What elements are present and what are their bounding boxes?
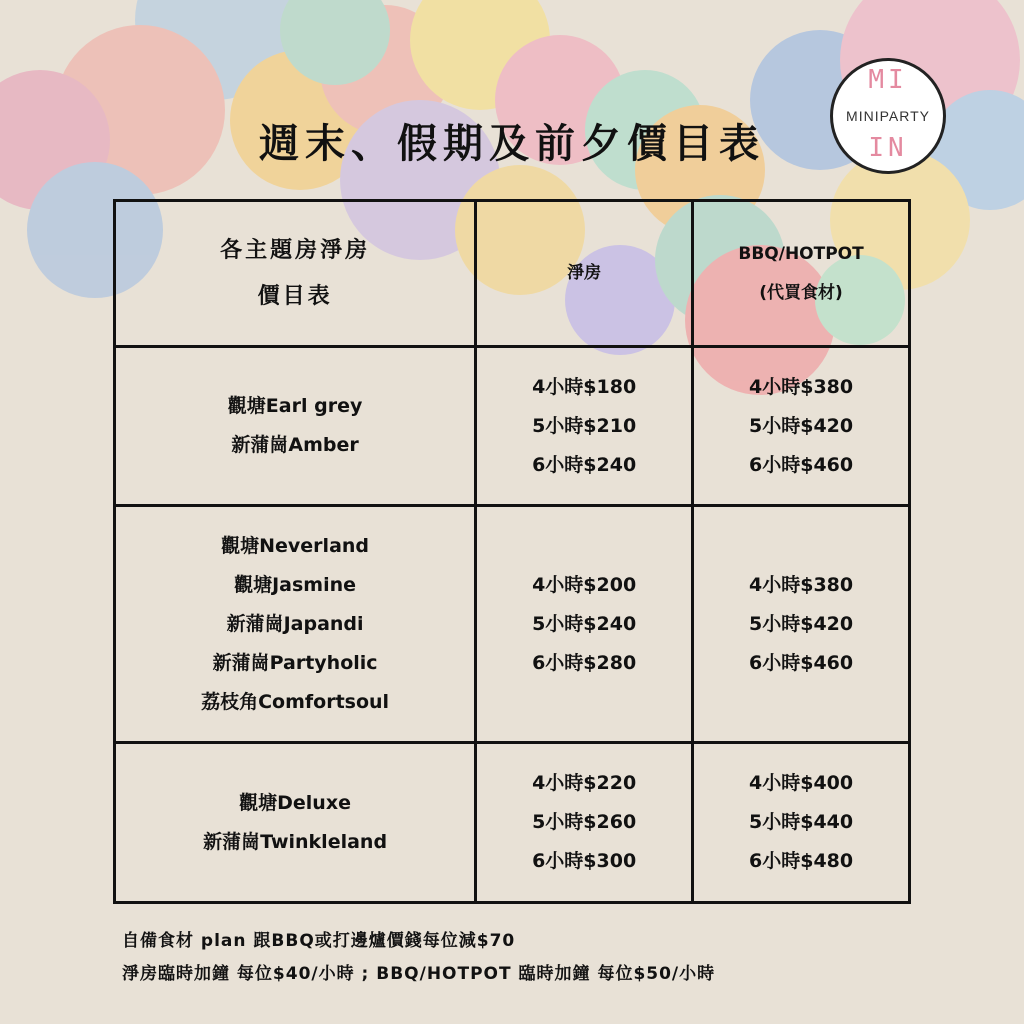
price: 5小時$210 — [532, 414, 637, 437]
header-bbq-line-2: (代買食材) — [759, 282, 843, 303]
room-name: 新蒲崗Japandi — [226, 612, 364, 635]
price-table — [113, 199, 911, 904]
price: 4小時$380 — [749, 573, 854, 596]
clean-room-prices — [476, 743, 693, 903]
footnotes — [122, 925, 715, 991]
room-list — [115, 743, 476, 903]
price: 5小時$420 — [749, 414, 854, 437]
clean-room-prices — [476, 347, 693, 506]
room-list — [115, 347, 476, 506]
price: 6小時$300 — [532, 850, 637, 872]
price: 6小時$240 — [532, 453, 637, 476]
table-header-row — [115, 201, 910, 347]
price: 6小時$480 — [749, 850, 854, 872]
header-room-line-1: 各主題房淨房 — [220, 237, 371, 263]
price: 5小時$240 — [532, 612, 637, 635]
price: 5小時$420 — [749, 612, 854, 635]
room-list — [115, 506, 476, 743]
miniparty-logo — [830, 58, 946, 174]
room-name: 荔枝角Comfortsoul — [201, 690, 390, 713]
price: 5小時$440 — [749, 811, 854, 833]
header-room-line-2: 價目表 — [257, 283, 333, 309]
room-name: 觀塘Earl grey — [227, 395, 363, 417]
bbq-prices — [693, 743, 910, 903]
room-name: 觀塘Deluxe — [239, 791, 351, 814]
table-row — [115, 506, 910, 743]
room-name: 觀塘Jasmine — [234, 573, 357, 596]
note-self-food: 自備食材 plan 跟BBQ或打邊爐價錢每位減$70 — [122, 931, 516, 951]
room-name: 觀塘Neverland — [221, 534, 370, 557]
logo-brand: MINIPARTY — [846, 108, 930, 124]
room-name: 新蒲崗Partyholic — [212, 651, 378, 674]
room-name: 新蒲崗Twinkleland — [203, 830, 388, 853]
room-name: 新蒲崗Amber — [231, 434, 359, 456]
price: 6小時$460 — [749, 453, 854, 476]
price: 6小時$460 — [749, 651, 854, 674]
bbq-prices — [693, 347, 910, 506]
note-overtime: 淨房臨時加鐘 每位$40/小時 ; BBQ/HOTPOT 臨時加鐘 每位$50/小時 — [122, 964, 716, 984]
header-room-price — [115, 201, 476, 347]
price: 6小時$280 — [532, 651, 637, 674]
table-row — [115, 347, 910, 506]
price: 4小時$220 — [532, 772, 637, 794]
page-title: 週末、假期及前夕價目表 — [259, 121, 765, 167]
price: 4小時$200 — [532, 573, 637, 596]
price: 4小時$400 — [749, 772, 854, 794]
clean-room-prices — [476, 506, 693, 743]
header-clean-room: 淨房 — [476, 201, 693, 347]
header-bbq-line-1: BBQ/HOTPOT — [738, 243, 864, 264]
price: 4小時$380 — [749, 375, 854, 398]
logo-mark-bottom: IN — [868, 133, 908, 163]
logo-mark-top: MI — [868, 65, 908, 95]
price: 4小時$180 — [532, 375, 637, 398]
bbq-prices — [693, 506, 910, 743]
price: 5小時$260 — [532, 811, 637, 833]
table-row — [115, 743, 910, 903]
header-bbq-hotpot — [693, 201, 910, 347]
